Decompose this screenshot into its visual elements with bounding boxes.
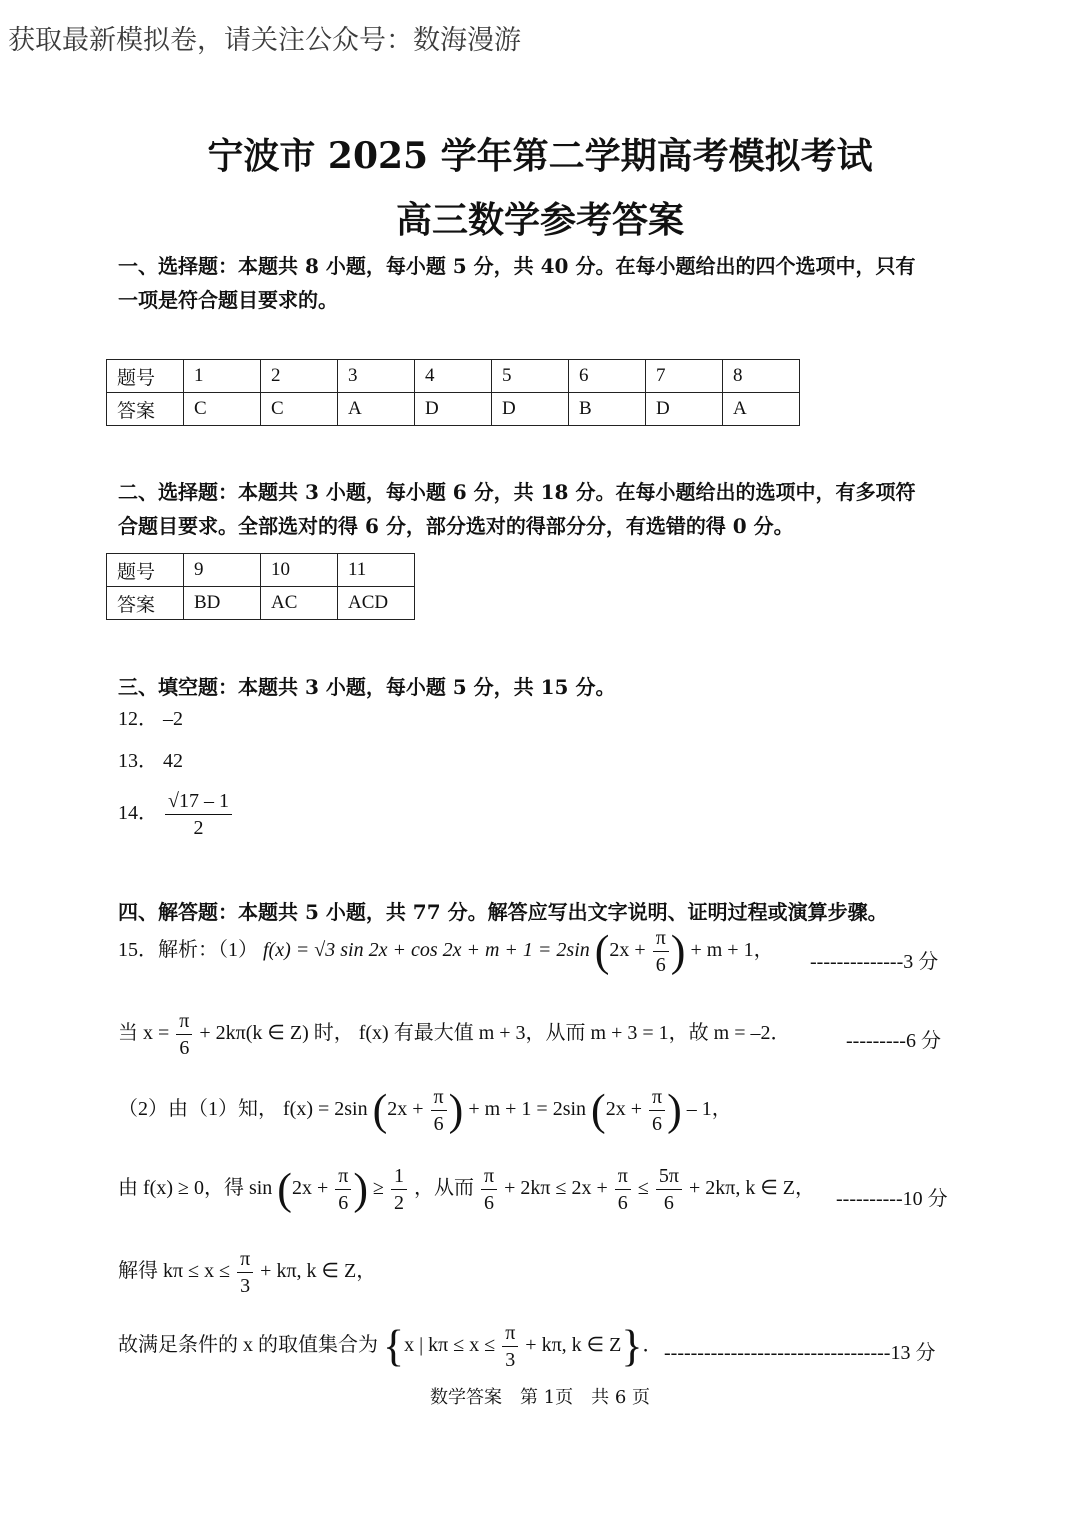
table-cell: 10 (261, 554, 338, 587)
solution-line-5 (118, 1246, 376, 1299)
fraction-denominator: 3 (240, 1275, 251, 1297)
formula: 2x + (291, 1177, 329, 1200)
fraction (481, 1163, 497, 1216)
formula: 2x + (605, 1098, 642, 1121)
page-footer: 数学答案 第 1页 共 6 页 (429, 1387, 651, 1408)
fraction-numerator: π (653, 925, 669, 952)
score-marker: --------------3 分 (810, 951, 939, 973)
fraction-denominator: 6 (617, 1192, 628, 1214)
table-cell: 8 (723, 360, 800, 393)
fraction (176, 1008, 192, 1061)
solution-line-1 (118, 925, 774, 978)
formula: + m + 1 = 2sin (468, 1098, 587, 1121)
formula: ≥ (373, 1177, 384, 1200)
brace-open: { (383, 1321, 405, 1371)
fraction-numerator: π (431, 1084, 447, 1111)
formula: 2x + (609, 939, 646, 962)
fraction (653, 925, 669, 978)
fraction (502, 1320, 518, 1373)
table-cell: 9 (184, 554, 261, 587)
fraction-denominator: 6 (433, 1113, 444, 1135)
table-cell: C (184, 393, 261, 426)
table-cell: 答案 (107, 587, 184, 620)
paren-close: ) (667, 1085, 682, 1135)
fraction (391, 1163, 407, 1216)
table-cell: AC (261, 587, 338, 620)
formula: x | kπ ≤ x ≤ (404, 1334, 496, 1357)
fraction (649, 1084, 665, 1137)
paren-open: ( (591, 1085, 606, 1135)
table-row (107, 587, 415, 620)
table-row (107, 360, 800, 393)
page-title: 宁波市 2025 学年第二学期高考模拟考试 (207, 135, 873, 177)
score-marker: ----------------------------------13 分 (664, 1342, 936, 1364)
table-cell: D (646, 393, 723, 426)
table-cell: 7 (646, 360, 723, 393)
formula: + 2kπ ≤ 2x + (504, 1177, 608, 1200)
answer-14 (118, 788, 234, 841)
table-cell: C (261, 393, 338, 426)
section4-heading: 四、解答题：本题共 5 小题，共 77 分。解答应写出文字说明、证明过程或演算步骤。 (118, 900, 888, 924)
paren-open: ( (372, 1085, 388, 1135)
formula: （2）由（1）知， f(x) = 2sin (118, 1098, 368, 1121)
fraction-numerator: √17 – 1 (165, 788, 232, 815)
fraction (335, 1163, 351, 1216)
fraction-denominator: 6 (663, 1192, 674, 1214)
formula: + 2kπ, k ∈ Z， (688, 1177, 815, 1200)
section2-answer-table (106, 553, 415, 620)
fraction (165, 788, 232, 841)
fraction-numerator: 5π (656, 1163, 682, 1190)
fraction (431, 1084, 447, 1137)
fraction-numerator: π (237, 1246, 253, 1273)
formula: f(x) = √3 sin 2x + cos 2x + m + 1 = 2sin (263, 939, 590, 962)
fraction-denominator: 6 (338, 1192, 349, 1214)
formula: + m + 1， (690, 939, 774, 962)
section2-heading-line2: 合题目要求。全部选对的得 6 分，部分选对的得部分分，有选错的得 0 分。 (118, 514, 794, 538)
fraction-numerator: π (649, 1084, 665, 1111)
fraction-denominator: 2 (393, 1192, 404, 1214)
formula: ≤ (637, 1177, 649, 1200)
fraction-numerator: π (502, 1320, 518, 1347)
brace-close: } (621, 1321, 643, 1371)
fraction-denominator: 6 (652, 1113, 663, 1135)
table-cell: 11 (338, 554, 415, 587)
fraction-numerator: 1 (391, 1163, 407, 1190)
fraction-denominator: 3 (505, 1349, 516, 1371)
formula: 当 x = (118, 1022, 170, 1045)
score-marker: ----------10 分 (836, 1188, 948, 1210)
fraction-denominator: 6 (484, 1192, 495, 1214)
answer-12: 12． –2 (118, 708, 183, 730)
section1-heading-line1: 一、选择题：本题共 8 小题，每小题 5 分，共 40 分。在每小题给出的四个选项中，只有 (118, 254, 916, 278)
table-cell: A (338, 393, 415, 426)
section2-heading-line1: 二、选择题：本题共 3 小题，每小题 6 分，共 18 分。在每小题给出的选项中，有多项符 (118, 480, 916, 504)
watermark-text: 获取最新模拟卷，请关注公众号：数海漫游 (8, 25, 521, 56)
table-cell: 6 (569, 360, 646, 393)
fraction-numerator: π (176, 1008, 192, 1035)
fraction (237, 1246, 253, 1299)
table-cell: 答案 (107, 393, 184, 426)
fraction (615, 1163, 631, 1216)
paren-close: ) (448, 1085, 464, 1135)
answer-13: 13． 42 (118, 750, 183, 772)
solution-line-2 (118, 1008, 791, 1061)
page-subtitle: 高三数学参考答案 (395, 199, 684, 241)
table-cell: A (723, 393, 800, 426)
paren-open: ( (594, 926, 610, 976)
table-cell: ACD (338, 587, 415, 620)
formula: + kπ, k ∈ Z (525, 1334, 622, 1357)
answer-14-label: 14． (118, 802, 158, 825)
fraction-numerator: π (615, 1163, 631, 1190)
table-cell: 4 (415, 360, 492, 393)
formula: 解得 kπ ≤ x ≤ (118, 1260, 231, 1283)
section1-answer-table (106, 359, 800, 426)
formula: 由 f(x) ≥ 0，得 sin (118, 1177, 273, 1200)
table-row (107, 554, 415, 587)
fraction (656, 1163, 682, 1216)
score-marker: ---------6 分 (846, 1030, 941, 1052)
paren-close: ) (353, 1164, 368, 1214)
table-cell: 题号 (107, 554, 184, 587)
table-row (107, 393, 800, 426)
fraction-denominator: 6 (179, 1037, 190, 1059)
table-cell: 5 (492, 360, 569, 393)
section3-heading: 三、填空题：本题共 3 小题，每小题 5 分，共 15 分。 (118, 675, 616, 699)
section1-heading-line2: 一项是符合题目要求的。 (118, 288, 338, 312)
fraction-denominator: 2 (193, 817, 204, 839)
table-cell: D (415, 393, 492, 426)
table-cell: 3 (338, 360, 415, 393)
paren-open: ( (277, 1164, 292, 1214)
fraction-numerator: π (335, 1163, 351, 1190)
formula: – 1， (686, 1098, 732, 1121)
fraction-denominator: 6 (655, 954, 666, 976)
solution-line-4 (118, 1163, 815, 1216)
table-cell: BD (184, 587, 261, 620)
formula: + kπ, k ∈ Z， (260, 1260, 377, 1283)
solution-line-3 (118, 1084, 732, 1137)
formula: + 2kπ(k ∈ Z) 时， f(x) 有最大值 m + 3，从而 m + 3 = 1，故 m = –2． (199, 1022, 791, 1045)
fraction-numerator: π (481, 1163, 497, 1190)
formula: 2x + (387, 1098, 424, 1121)
table-cell: D (492, 393, 569, 426)
table-cell: B (569, 393, 646, 426)
paren-close: ) (670, 926, 686, 976)
table-cell: 1 (184, 360, 261, 393)
formula: ，从而 (413, 1177, 474, 1200)
table-cell: 2 (261, 360, 338, 393)
solution-line-6: 故满足条件的 x 的取值集合为 {x | kπ ≤ x ≤ $\frac{\pi}{3}$ + kπ, k ∈ Z}． (118, 1321, 663, 1371)
table-cell: 题号 (107, 360, 184, 393)
formula: 故满足条件的 x 的取值集合为 (118, 1334, 378, 1357)
solution-label: 15．解析：（1） (118, 939, 258, 962)
